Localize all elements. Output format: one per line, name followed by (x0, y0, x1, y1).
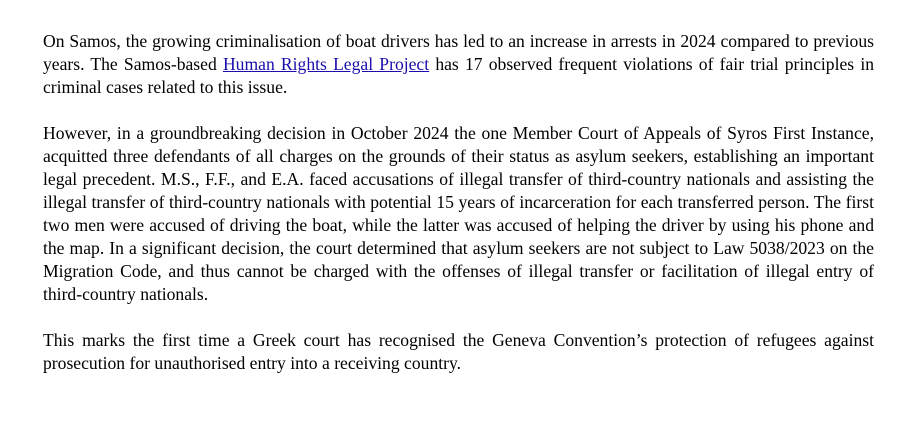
paragraph-1-tail-text: has 17 observed frequent violations of fair trial principles in criminal cases related to this issue. (43, 54, 875, 97)
paragraph-geneva-convention: This marks the first time a Greek court has recognised the Geneva Convention’s protection of refugees against prosecution for unauthorised entry into a receiving country. (43, 330, 874, 373)
paragraph-samos-arrests (43, 30, 874, 99)
paragraph-syros-court-decision: However, in a groundbreaking decision in October 2024 the one Member Court of Appeals of Syros First Instance, acquitted three defendants of all charges on the grounds of their status as asylum seekers, establishing an important legal precedent. M.S., F.F., and E.A. faced accusations of illegal transfer of third-country nationals and assisting the illegal transfer of third-country nationals with potential 15 years of incarceration for each transferred person. The first two men were accused of driving the boat, while the latter was accused of helping the driver by using his phone and the map. In a significant decision, the court determined that asylum seekers are not subject to Law 5038/2023 on the Migration Code, and thus cannot be charged with the offenses of illegal transfer or facilitation of illegal entry of third-country nationals. (43, 123, 874, 304)
paragraph-1-lead-text: On Samos, the growing criminalisation of boat drivers has led to an increase in arrests in 2024 compared to previous years. The Samos-based (43, 31, 874, 74)
human-rights-legal-project-link[interactable]: Human Rights Legal Project (222, 54, 430, 74)
